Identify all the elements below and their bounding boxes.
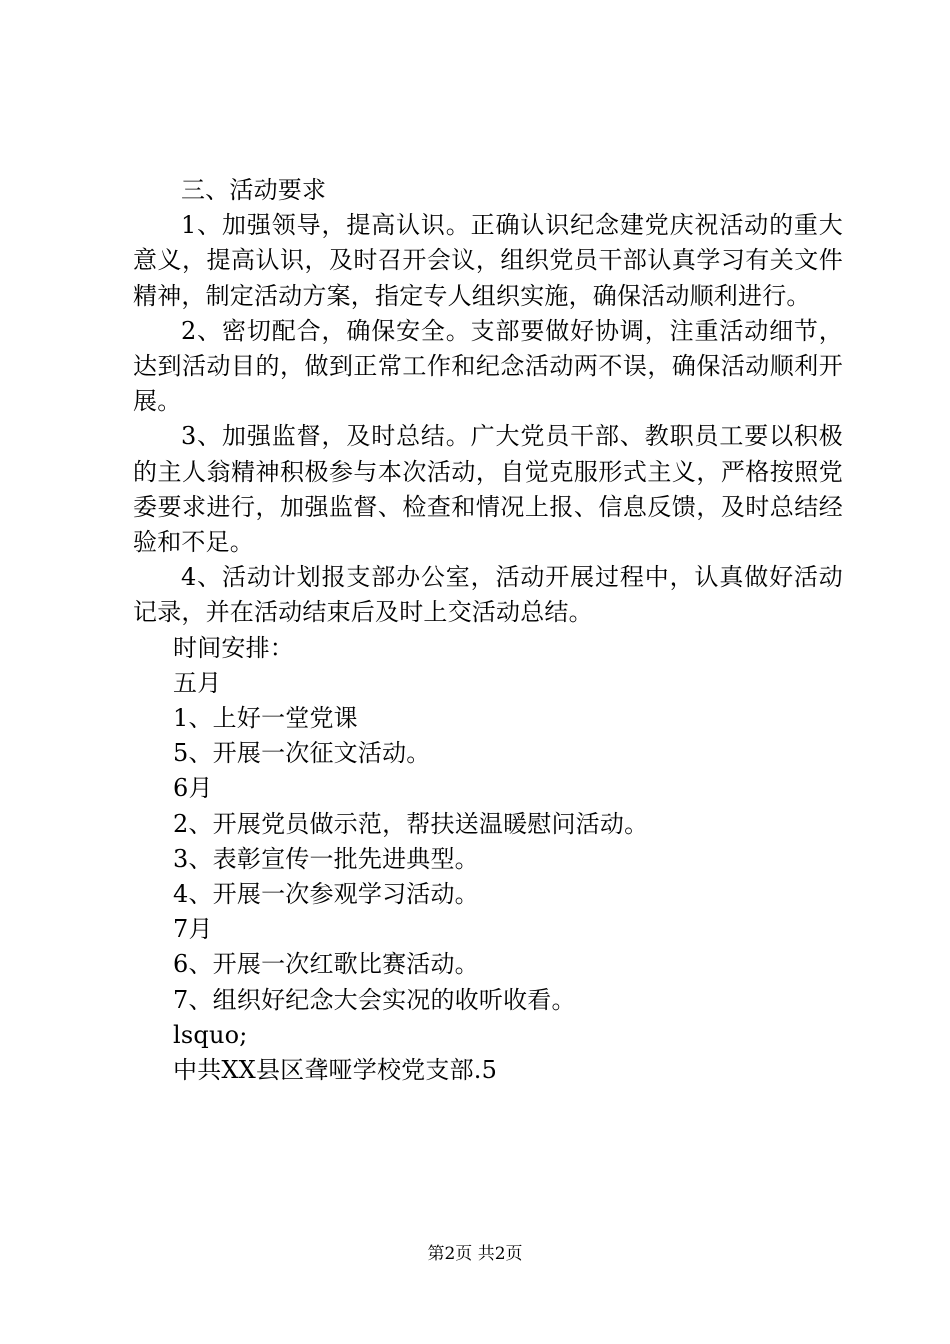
- stray-text: lsquo;: [173, 1020, 248, 1049]
- signature: 中共XX县区聋哑学校党支部.5: [173, 1056, 498, 1085]
- schedule-item: 3、表彰宣传一批先进典型。: [173, 844, 479, 873]
- requirement-paragraph-1: 1、加强领导，提高认识。正确认识纪念建党庆祝活动的重大意义，提高认识，及时召开会议，组织党员干部认真学习有关文件精神，制定活动方案，指定专人组织实施，确保活动顺利进行。: [133, 211, 843, 310]
- schedule-item: 4、开展一次参观学习活动。: [173, 880, 479, 909]
- schedule-title: 时间安排：: [173, 633, 294, 662]
- section-heading: 三、活动要求: [181, 176, 327, 204]
- schedule-month-june: 6月: [173, 774, 213, 803]
- requirement-paragraph-4: 4、活动计划报支部办公室，活动开展过程中，认真做好活动记录，并在活动结束后及时上交活动总结。: [133, 563, 843, 627]
- schedule-month-july: 7月: [173, 915, 213, 944]
- schedule-item: 1、上好一堂党课: [173, 704, 358, 733]
- document-body: [133, 173, 843, 1088]
- schedule-item: 6、开展一次红歌比赛活动。: [173, 950, 479, 979]
- schedule-item: 2、开展党员做示范，帮扶送温暖慰问活动。: [173, 809, 649, 838]
- schedule-item: 7、组织好纪念大会实况的收听收看。: [173, 985, 576, 1014]
- requirement-paragraph-3: 3、加强监督，及时总结。广大党员干部、教职员工要以积极的主人翁精神积极参与本次活动，自觉克服形式主义，严格按照党委要求进行，加强监督、检查和情况上报、信息反馈，及时总结经验和不足。: [133, 422, 843, 557]
- page-footer: 第2页 共2页: [427, 1244, 523, 1264]
- schedule-month-may: 五月: [173, 668, 222, 697]
- requirement-paragraph-2: 2、密切配合，确保安全。支部要做好协调，注重活动细节，达到活动目的，做到正常工作和纪念活动两不误，确保活动顺利开展。: [133, 316, 843, 416]
- schedule-item: 5、开展一次征文活动。: [173, 739, 431, 768]
